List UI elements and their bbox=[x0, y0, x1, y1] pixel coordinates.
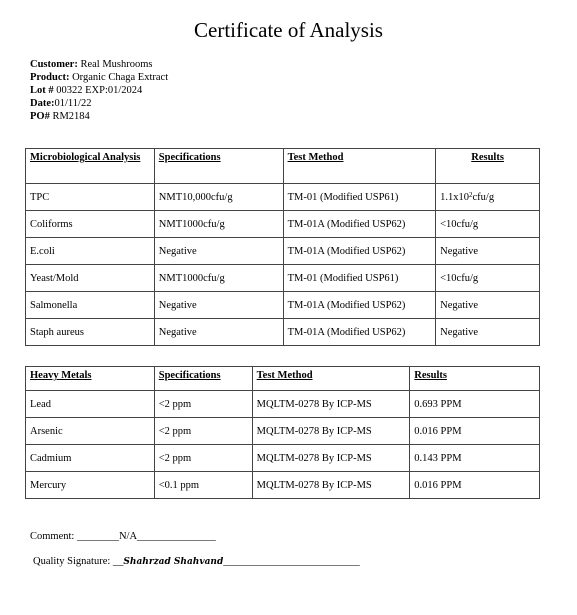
table-cell: Salmonella bbox=[26, 292, 155, 319]
po-line: PO# RM2184 bbox=[30, 111, 90, 122]
table-cell: NMT1000cfu/g bbox=[154, 211, 283, 238]
table-cell: Negative bbox=[436, 292, 540, 319]
column-header: Test Method bbox=[283, 149, 436, 184]
table-cell: Negative bbox=[436, 238, 540, 265]
customer-line: Customer: Real Mushrooms bbox=[30, 59, 153, 70]
table-cell: TPC bbox=[26, 184, 155, 211]
table-cell: Staph aureus bbox=[26, 319, 155, 346]
table-cell: MQLTM-0278 By ICP-MS bbox=[252, 418, 410, 445]
table-row bbox=[26, 211, 540, 238]
table-cell: $1.1x10^2cfu/g$ bbox=[436, 184, 540, 211]
table-cell: TM-01A (Modified USP62) bbox=[283, 292, 436, 319]
table-cell: <2 ppm bbox=[154, 445, 252, 472]
table-cell: Lead bbox=[26, 391, 155, 418]
table-cell: <10cfu/g bbox=[436, 211, 540, 238]
table-cell: Yeast/Mold bbox=[26, 265, 155, 292]
table-cell: Arsenic bbox=[26, 418, 155, 445]
table-row bbox=[26, 472, 540, 499]
table-cell: 0.016 PPM bbox=[410, 472, 540, 499]
table-cell: TM-01 (Modified USP61) bbox=[283, 184, 436, 211]
table-row bbox=[26, 265, 540, 292]
date-line: Date:01/11/22 bbox=[30, 98, 92, 109]
signature-line: Quality Signature: __Shahrzad Shahvand__________________________ bbox=[33, 556, 360, 567]
table-cell: <0.1 ppm bbox=[154, 472, 252, 499]
column-header: Specifications bbox=[154, 367, 252, 391]
table-cell: Mercury bbox=[26, 472, 155, 499]
table-cell: 0.143 PPM bbox=[410, 445, 540, 472]
table-header-row bbox=[26, 367, 540, 391]
table-row bbox=[26, 391, 540, 418]
table-cell: 0.693 PPM bbox=[410, 391, 540, 418]
table-cell: Negative bbox=[436, 319, 540, 346]
lot-value: 00322 EXP:01/2024 bbox=[53, 85, 143, 96]
table-cell: TM-01A (Modified USP62) bbox=[283, 211, 436, 238]
table-cell: Cadmium bbox=[26, 445, 155, 472]
comment-line bbox=[30, 531, 216, 542]
product-value: Organic Chaga Extract bbox=[69, 72, 169, 83]
table-row bbox=[26, 292, 540, 319]
column-header: Specifications bbox=[154, 149, 283, 184]
column-header: Heavy Metals bbox=[26, 367, 155, 391]
po-value: RM2184 bbox=[49, 111, 90, 122]
document-title: Certificate of Analysis bbox=[194, 18, 383, 42]
table-cell: E.coli bbox=[26, 238, 155, 265]
table-cell: NMT1000cfu/g bbox=[154, 265, 283, 292]
document-info bbox=[30, 58, 168, 123]
table-cell: TM-01 (Modified USP61) bbox=[283, 265, 436, 292]
heavy-metals-table bbox=[25, 366, 540, 499]
product-line: Product: Organic Chaga Extract bbox=[30, 72, 169, 83]
column-header: Test Method bbox=[252, 367, 410, 391]
table-row bbox=[26, 238, 540, 265]
table-cell: MQLTM-0278 By ICP-MS bbox=[252, 391, 410, 418]
table-cell: MQLTM-0278 By ICP-MS bbox=[252, 472, 410, 499]
table-cell: NMT10,000cfu/g bbox=[154, 184, 283, 211]
table-cell: Negative bbox=[154, 238, 283, 265]
column-header: Results bbox=[410, 367, 540, 391]
comment-value: ________N/A_______________ bbox=[76, 531, 216, 542]
handwritten-signature: Shahrzad Shahvand bbox=[123, 557, 224, 567]
exponent: 2 bbox=[469, 191, 473, 199]
table-cell: <2 ppm bbox=[154, 391, 252, 418]
table-row bbox=[26, 184, 540, 211]
table-cell: MQLTM-0278 By ICP-MS bbox=[252, 445, 410, 472]
date-value: 01/11/22 bbox=[54, 98, 92, 109]
table-cell: TM-01A (Modified USP62) bbox=[283, 319, 436, 346]
table-row bbox=[26, 418, 540, 445]
table-cell: <10cfu/g bbox=[436, 265, 540, 292]
lot-line: Lot # 00322 EXP:01/2024 bbox=[30, 85, 143, 96]
column-header: Microbiological Analysis bbox=[26, 149, 155, 184]
table-cell: <2 ppm bbox=[154, 418, 252, 445]
table-header-row bbox=[26, 149, 540, 184]
signature-label: Quality Signature: bbox=[33, 556, 113, 567]
table-row bbox=[26, 319, 540, 346]
table-cell: Coliforms bbox=[26, 211, 155, 238]
table-cell: Negative bbox=[154, 319, 283, 346]
comment-label: Comment: bbox=[30, 531, 77, 542]
customer-value: Real Mushrooms bbox=[77, 59, 153, 70]
microbiological-table bbox=[25, 148, 540, 346]
table-row bbox=[26, 445, 540, 472]
table-cell: Negative bbox=[154, 292, 283, 319]
column-header: Results bbox=[436, 149, 540, 184]
table-cell: TM-01A (Modified USP62) bbox=[283, 238, 436, 265]
table-cell: 0.016 PPM bbox=[410, 418, 540, 445]
